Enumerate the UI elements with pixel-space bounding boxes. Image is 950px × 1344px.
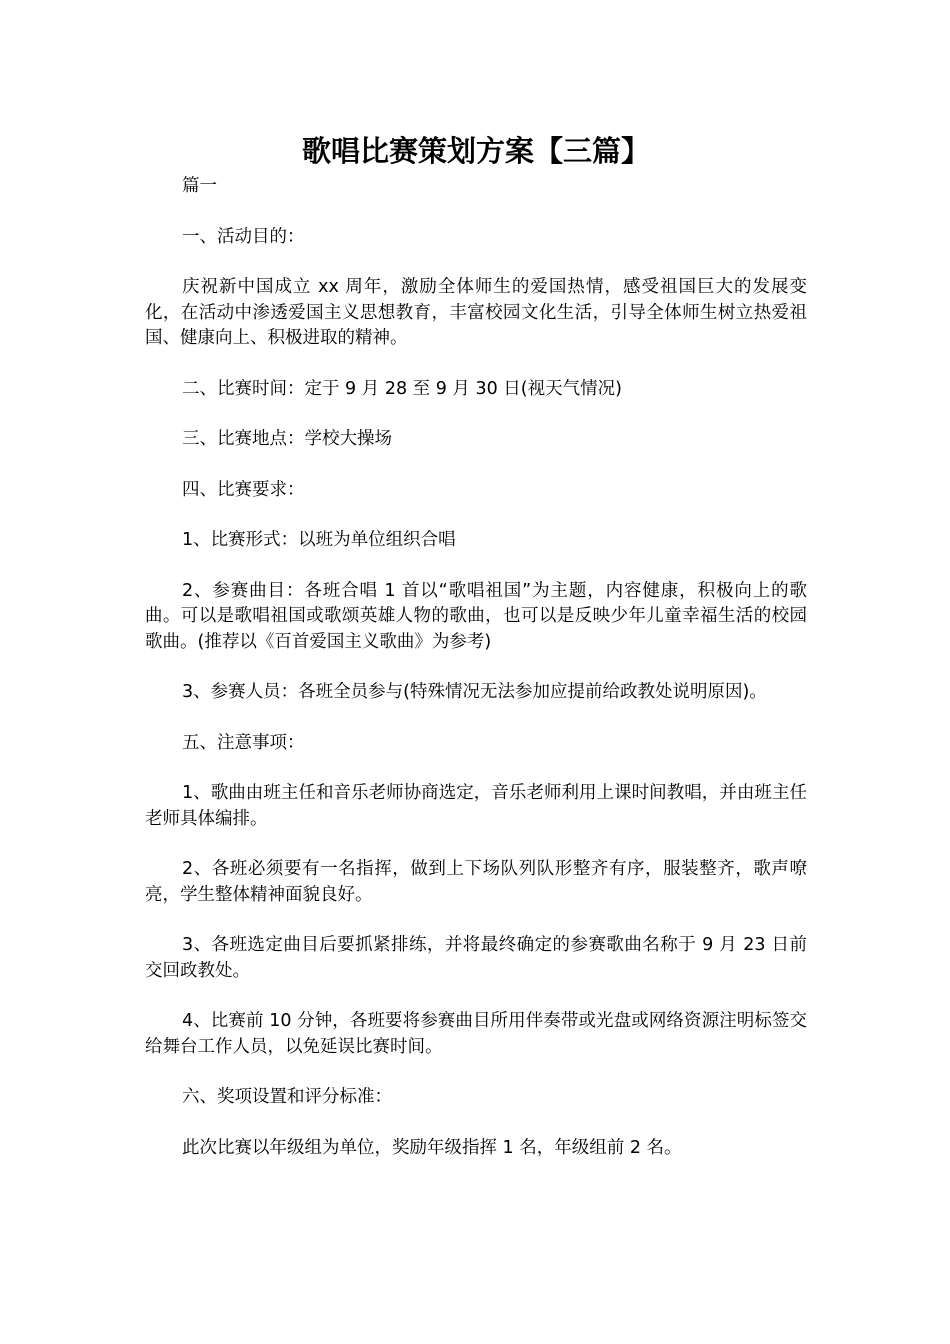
note-accompaniment: 4、比赛前 10 分钟，各班要将参赛曲目所用伴奏带或光盘或网络资源注明标签交给舞台工作人员，以免延误比赛时间。 [145,1011,807,1057]
document-title: 歌唱比赛策划方案【三篇】 [301,134,650,168]
note-rehearsal: 3、各班选定曲目后要抓紧排练，并将最终确定的参赛歌曲名称于 9 月 23 日前交回政教处。 [145,935,807,981]
heading-notes: 五、注意事项： [182,732,305,753]
heading-requirements: 四、比赛要求： [182,479,305,500]
requirement-songs: 2、参赛曲目：各班合唱 1 首以“歌唱祖国”为主题，内容健康，积极向上的歌曲。可以是歌唱祖国或歌颂英雄人物的歌曲，也可以是反映少年儿童幸福生活的校园歌曲。(推荐以《百首爱国主义歌曲》为参考) [145,580,807,652]
heading-awards: 六、奖项设置和评分标准： [182,1087,392,1107]
heading-location: 三、比赛地点：学校大操场 [182,429,392,449]
heading-purpose: 一、活动目的： [182,226,305,247]
requirement-format: 1、比赛形式：以班为单位组织合唱 [182,530,456,550]
paragraph-purpose: 庆祝新中国成立 xx 周年，激励全体师生的爱国热情，感受祖国巨大的发展变化，在活动中渗透爱国主义思想教育，丰富校园文化生活，引导全体师生树立热爱祖国、健康向上、积极进取的精神。 [145,277,807,348]
note-conductor: 2、各班必须要有一名指挥，做到上下场队列队形整齐有序，服装整齐，歌声嘹亮，学生整体精神面貌良好。 [145,859,807,905]
paragraph-awards: 此次比赛以年级组为单位，奖励年级指挥 1 名，年级组前 2 名。 [182,1137,682,1158]
section-label: 篇一 [182,176,217,196]
requirement-participants: 3、参赛人员：各班全员参与(特殊情况无法参加应提前给政教处说明原因)。 [182,682,767,702]
heading-time: 二、比赛时间：定于 9 月 28 至 9 月 30 日(视天气情况) [182,378,622,399]
document-page [145,130,807,1161]
note-song-selection: 1、歌曲由班主任和音乐老师协商选定，音乐老师利用上课时间教唱，并由班主任老师具体编排。 [145,783,807,829]
